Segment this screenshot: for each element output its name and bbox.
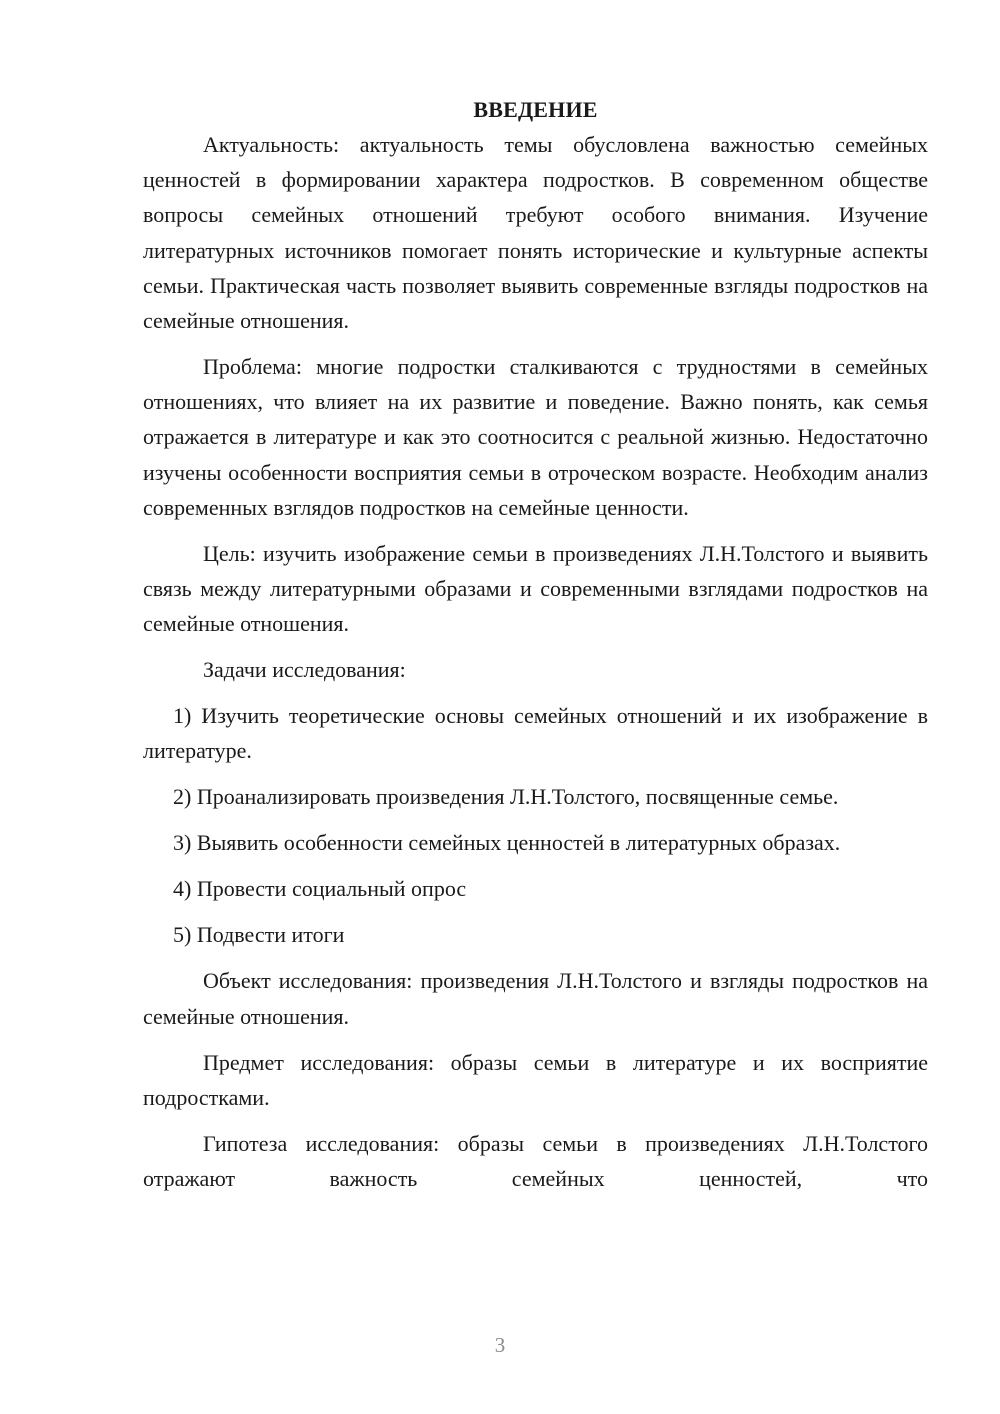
paragraph-relevance: Актуальность: актуальность темы обусловлена важностью семейных ценностей в формировании характера подростков. В современном обществе вопросы семейных отношений требуют особого внимания. Изучение литературных источников помогает понять исторические и культурные аспекты семьи. Практическая часть позволяет выявить современные взгляды подростков на семейные отношения.	[143, 132, 928, 334]
document-page	[143, 92, 928, 1196]
task-list-item: 2) Проанализировать произведения Л.Н.Толстого, посвященные семье.	[173, 784, 839, 810]
task-list-item: 4) Провести социальный опрос	[173, 876, 467, 902]
paragraph-subject: Предмет исследования: образы семьи в литературе и их восприятие подростками.	[143, 1049, 928, 1110]
paragraph-hypothesis: Гипотеза исследования: образы семьи в произведениях Л.Н.Толстого отражают важность семейных ценностей, что	[143, 1130, 928, 1192]
page-number: 3	[494, 1333, 506, 1357]
paragraph-goal: Цель: изучить изображение семьи в произведениях Л.Н.Толстого и выявить связь между литературными образами и современными взглядами подростков на семейные отношения.	[143, 540, 928, 637]
task-list-item: 5) Подвести итоги	[173, 922, 345, 948]
task-list-item: 1) Изучить теоретические основы семейных отношений и их изображение в литературе.	[143, 703, 928, 764]
task-list-item: 3) Выявить особенности семейных ценностей в литературных образах.	[173, 830, 841, 856]
section-heading: ВВЕДЕНИЕ	[473, 97, 598, 122]
paragraph-object: Объект исследования: произведения Л.Н.Толстого и взгляды подростков на семейные отношения.	[143, 968, 928, 1029]
paragraph-tasks-title: Задачи исследования:	[203, 657, 406, 683]
paragraph-problem: Проблема: многие подростки сталкиваются с трудностями в семейных отношениях, что влияет на их развитие и поведение. Важно понять, как семья отражается в литературе и как это соотносится с реальной жизнью. Недостаточно изучены особенности восприятия семьи в отроческом возрасте. Необходим анализ современных взглядов подростков на семейные ценности.	[143, 354, 928, 520]
